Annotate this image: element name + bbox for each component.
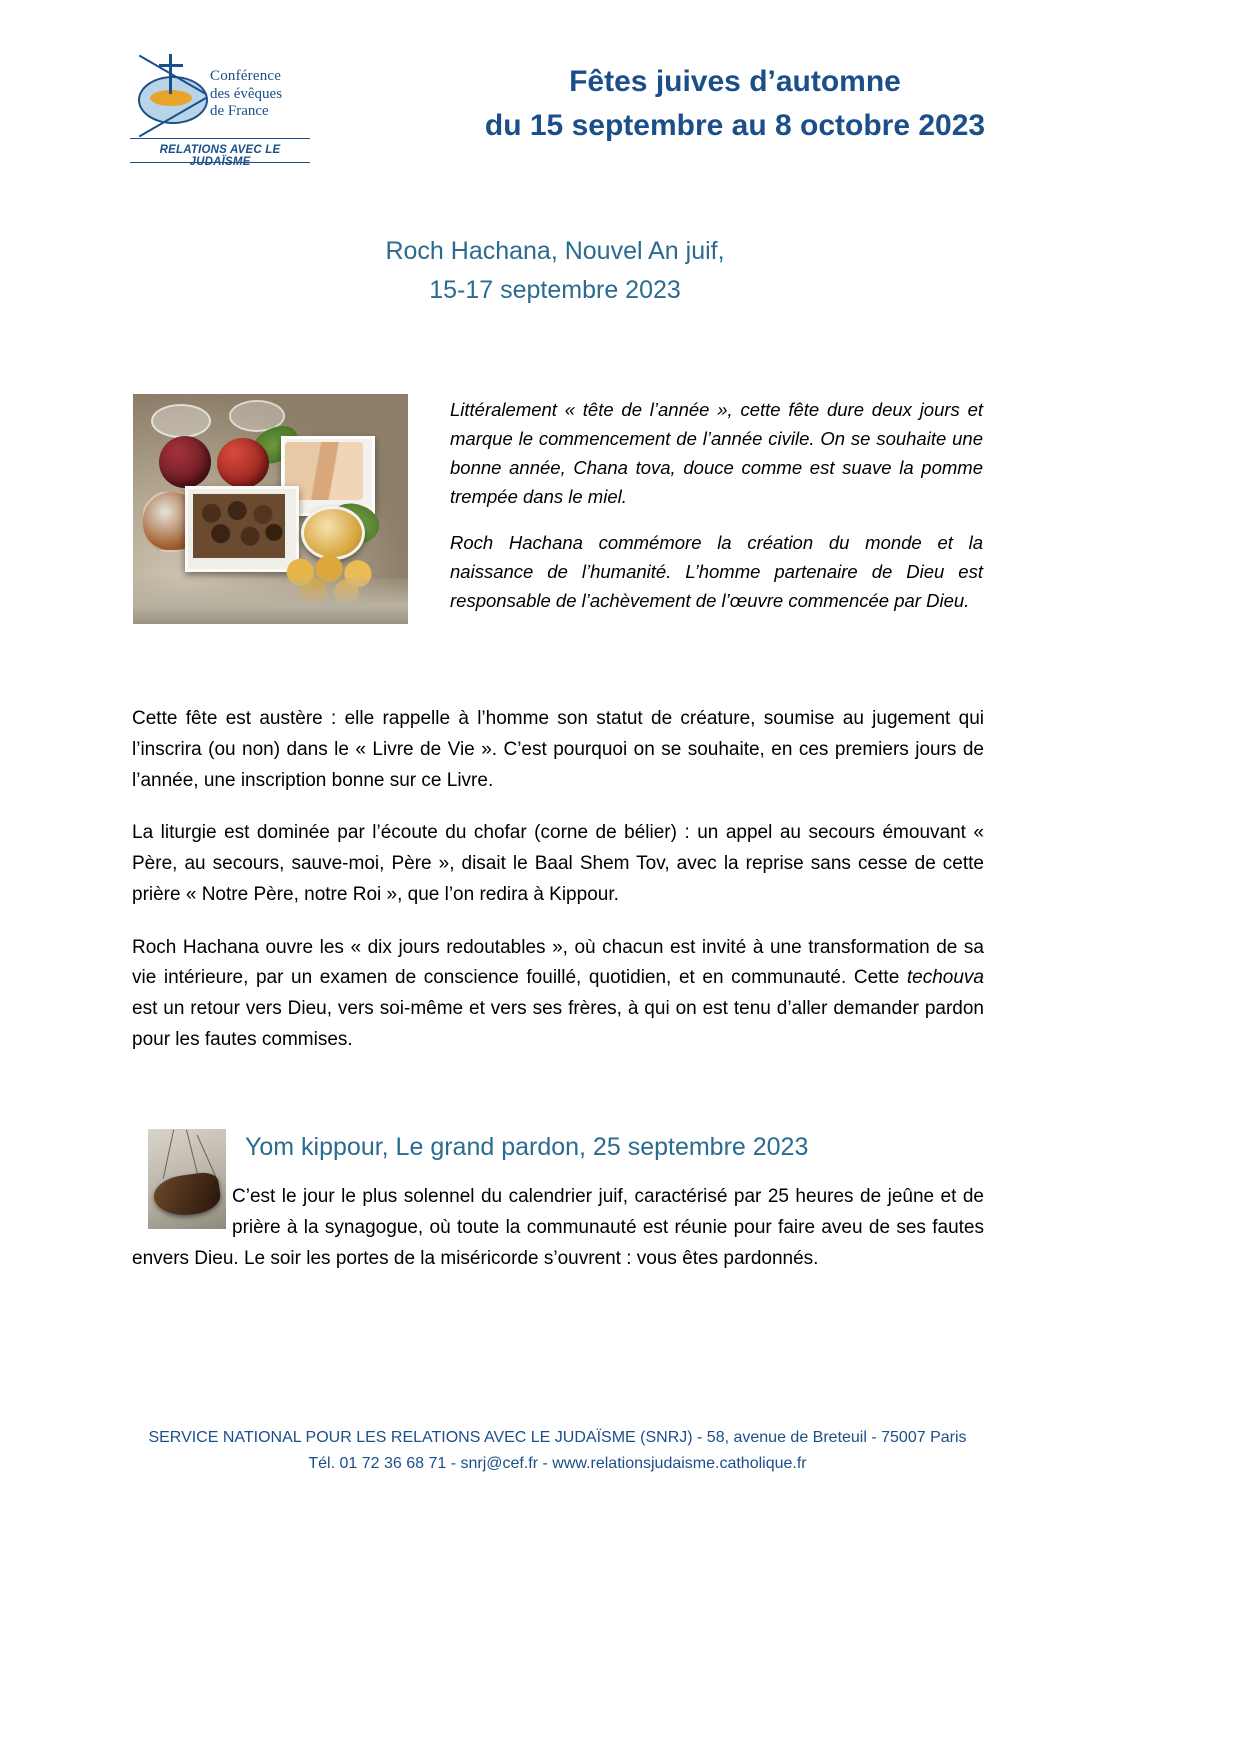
logo-divider-bottom [130,162,310,163]
body-paragraph-3 [132,933,984,1056]
section1-title-line-1: Roch Hachana, Nouvel An juif, [385,237,725,265]
photo-dates [193,494,285,558]
cross-horizontal-icon [159,64,183,67]
photo-foreground-cloth [133,578,408,624]
logo-line-3: de France [210,103,269,120]
roch-hachana-table-photo [133,394,408,624]
page-title-line-1: Fêtes juives d’automne [569,65,901,98]
organization-logo [130,50,310,175]
body-paragraph-1: Cette fête est austère : elle rappelle à l’homme son statut de créature, soumise au jugement qui l’inscrira (ou non) dans le « Livre de Vie ». C’est pourquoi on se souhaite, en ces premiers jours de l’année, une inscription bonne sur ce Livre. [132,708,984,791]
photo-glass-rim-1 [151,404,211,438]
body-paragraph-3-part-1: Roch Hachana ouvre les « dix jours redoutables », où chacun est invité à une transformation de sa vie intérieure, par un examen de conscience fouillé, quotidien, et en communauté. Cette [132,936,984,989]
roch-hachana-intro-text [450,396,983,634]
logo-line-2: des évêques [210,85,283,102]
photo-apple [217,438,269,488]
logo-divider-top [130,138,310,139]
section-roch-hachana-title [130,232,980,310]
photo-honey-bowl [301,506,365,560]
cross-vertical-icon [169,54,172,94]
page-title-line-2: du 15 septembre au 8 octobre 2023 [484,108,986,142]
body-paragraph-3-part-2: est un retour vers Dieu, vers soi-même et vers ses frères, à qui on est tenu d’aller demander pardon pour les fautes commises. [132,998,984,1050]
footer-line-1: SERVICE NATIONAL POUR LES RELATIONS AVEC LE JUDAÏSME (SNRJ) - 58, avenue de Breteuil - 75007 Paris [148,1429,967,1446]
page-title [360,60,1110,147]
intro-paragraph-1: Littéralement « tête de l’année », cette fête dure deux jours et marque le commencement de l’année civile. On se souhaite une bonne année, Chana tova, douce comme est suave la pomme trempée dans le miel. [450,399,983,507]
photo-hanging-string-1 [163,1129,174,1178]
logo-tagline: RELATIONS AVEC LE JUDAÏSME [159,144,281,168]
body-paragraph-3-emphasis: techouva [906,967,984,989]
section1-title-line-2: 15-17 septembre 2023 [429,275,681,304]
yom-kippour-body-text [132,1182,984,1274]
intro-paragraph-2: Roch Hachana commémore la création du monde et la naissance de l’humanité. L’homme partenaire de Dieu est responsable de l’achèvement de l’œuvre commencée par Dieu. [450,532,983,612]
section-yom-kippour-title: Yom kippour, Le grand pardon, 25 septembre 2023 [245,1133,809,1161]
roch-hachana-body-text [132,704,984,1078]
text-wrap-spacer [132,1182,232,1240]
cross-fish-emblem-icon [136,54,208,132]
document-footer [130,1425,985,1478]
body-paragraph-2: La liturgie est dominée par l’écoute du chofar (corne de bélier) : un appel au secours émouvant « Père, au secours, sauve-moi, Père », disait le Baal Shem Tov, avec la reprise sans cesse de cette prière « Notre Père, notre Roi », que l’on redira à Kippour. [132,822,984,905]
photo-hanging-string-3 [197,1135,217,1177]
footer-line-2: Tél. 01 72 36 68 71 - snrj@cef.fr - www.relationsjudaisme.catholique.fr [308,1455,807,1473]
yom-kippour-paragraph: C’est le jour le plus solennel du calendrier juif, caractérisé par 25 heures de jeûne et de prière à la synagogue, où toute la communauté est réunie pour faire aveu de ses fautes envers Dieu. Le soir les portes de la miséricorde s’ouvrent : vous êtes pardonnés. [132,1186,984,1269]
document-header [130,50,1110,180]
logo-wordmark [210,68,310,121]
logo-line-1: Conférence [210,68,282,84]
photo-pomegranate [159,436,211,488]
